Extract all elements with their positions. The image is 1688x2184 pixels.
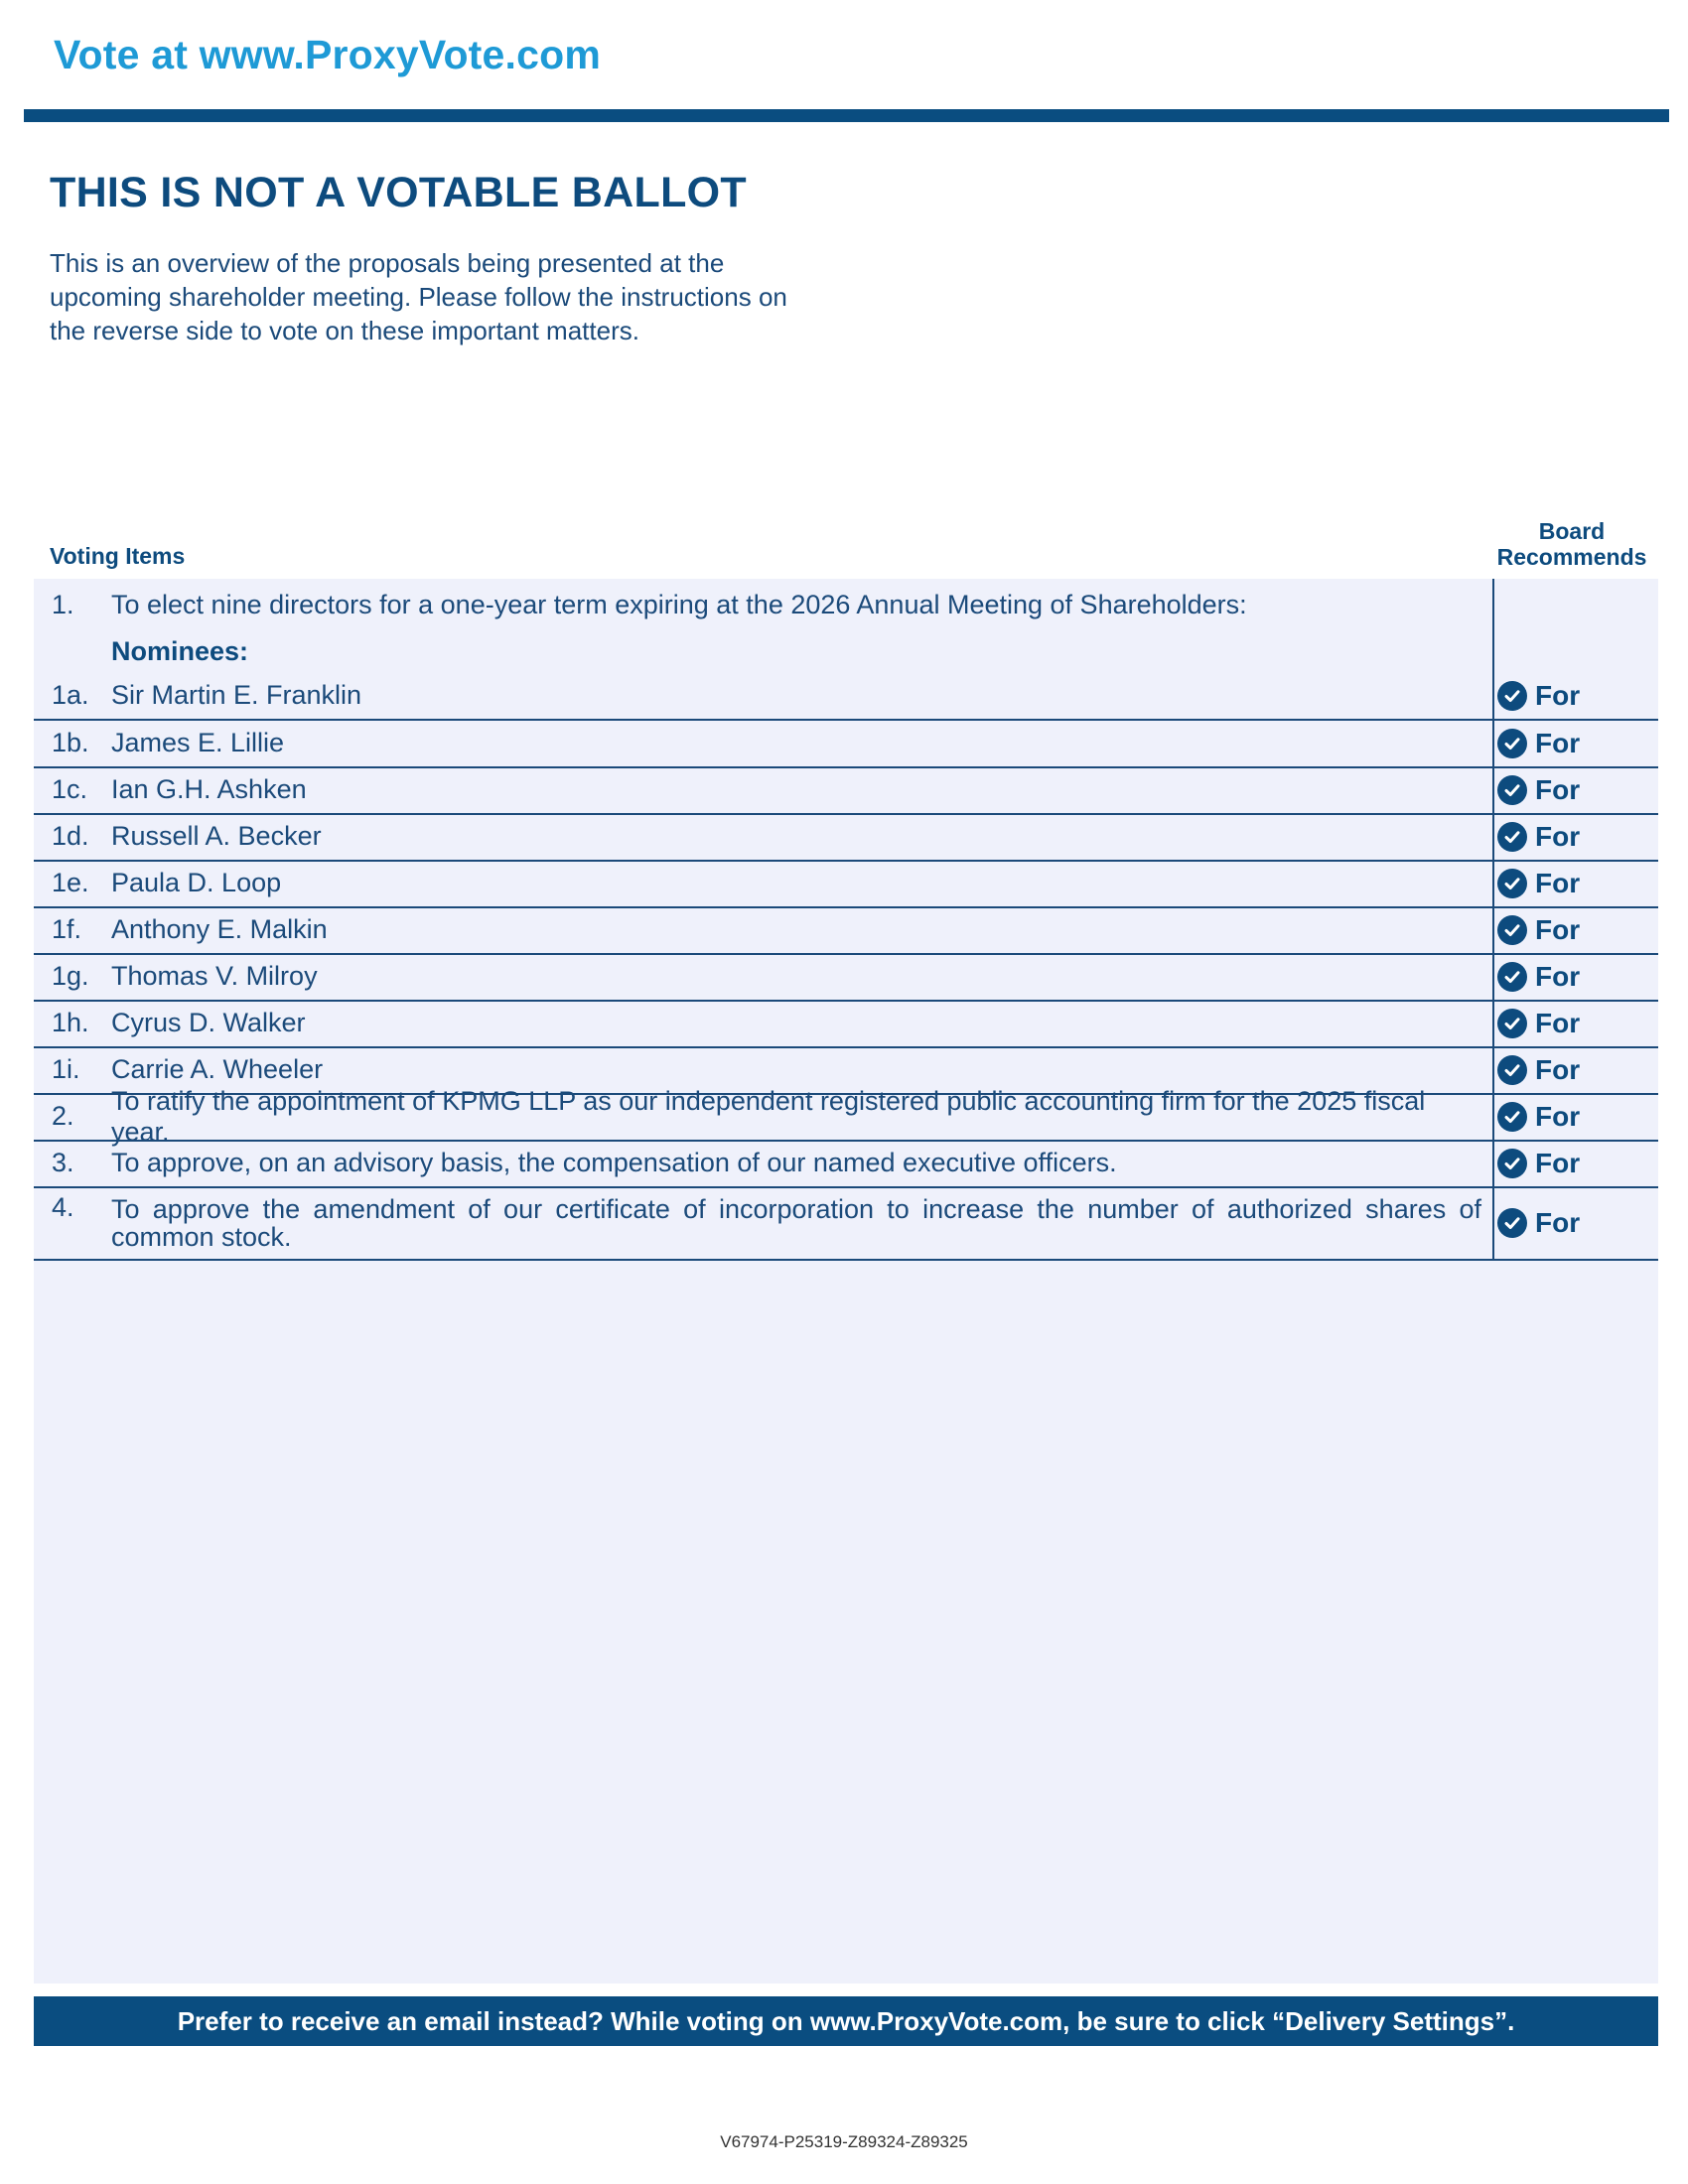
recommendation-label: For	[1535, 960, 1581, 992]
item-text: Cyrus D. Walker	[111, 1008, 306, 1037]
item-text: To approve, on an advisory basis, the compensation of our named executive officers.	[111, 1148, 1117, 1177]
item-number: 1b.	[52, 728, 89, 757]
voting-item-row	[34, 720, 1658, 768]
check-circle-icon	[1497, 681, 1527, 711]
check-circle-icon	[1497, 1055, 1527, 1085]
item-number: 2.	[52, 1101, 74, 1131]
item-number: 1g.	[52, 961, 89, 991]
item-number: 3.	[52, 1148, 74, 1177]
check-circle-icon	[1497, 729, 1527, 758]
board-recommendation	[1497, 766, 1580, 813]
nominees-row	[34, 631, 1658, 671]
item-number: 1i.	[52, 1054, 80, 1084]
page-title: THIS IS NOT A VOTABLE BALLOT	[50, 169, 747, 216]
item-text: Russell A. Becker	[111, 821, 322, 851]
intro-line: upcoming shareholder meeting. Please follow the instructions on	[50, 282, 787, 312]
check-circle-icon	[1497, 962, 1527, 992]
board-recommendation	[1497, 1140, 1580, 1186]
item-number: 1c.	[52, 774, 88, 804]
voting-item-row	[34, 813, 1658, 862]
intro-text	[50, 246, 884, 347]
board-recommendation	[1497, 813, 1580, 860]
item-number: 1h.	[52, 1008, 89, 1037]
check-circle-icon	[1497, 1149, 1527, 1178]
voting-item-row	[34, 1085, 1658, 1147]
item-text: Thomas V. Milroy	[111, 961, 318, 991]
recommendation-label: For	[1535, 1147, 1581, 1178]
item-text: To elect nine directors for a one-year term expiring at the 2026 Annual Meeting of Shareholders:	[111, 589, 1247, 619]
item-text: To approve the amendment of our certificate of incorporation to increase the number of authorized shares of common stock.	[111, 1193, 1481, 1252]
board-recommendation	[1497, 1046, 1580, 1093]
recommendation-label: For	[1535, 1053, 1581, 1085]
board-recommendation	[1497, 720, 1580, 766]
item-number: 1.	[52, 589, 74, 619]
header-divider	[24, 109, 1669, 122]
voting-item-row	[34, 860, 1658, 908]
board-recommendation	[1497, 672, 1580, 719]
footer-banner-text: Prefer to receive an email instead? While voting on www.ProxyVote.com, be sure to click “Delivery Settings”.	[177, 2005, 1515, 2036]
voting-item-row	[34, 1140, 1658, 1188]
recommendation-label: For	[1535, 820, 1581, 852]
nominees-label: Nominees:	[111, 635, 249, 666]
recommendation-label: For	[1535, 679, 1581, 711]
voting-item-row	[34, 953, 1658, 1002]
board-recommends-line1: Board	[1538, 518, 1606, 544]
board-recommends-line2: Recommends	[1496, 544, 1647, 570]
voting-item-row	[34, 766, 1658, 815]
item-number: 1f.	[52, 914, 82, 944]
check-circle-icon	[1497, 1009, 1527, 1038]
item-text: Paula D. Loop	[111, 868, 282, 897]
check-circle-icon	[1497, 869, 1527, 898]
board-recommends-header	[1487, 518, 1656, 570]
check-circle-icon	[1497, 915, 1527, 945]
board-recommendation	[1497, 1186, 1580, 1259]
voting-items-header: Voting Items	[50, 543, 186, 569]
item-text: Carrie A. Wheeler	[111, 1054, 324, 1084]
item-text: James E. Lillie	[111, 728, 285, 757]
item-number: 1d.	[52, 821, 89, 851]
recommendation-label: For	[1535, 1206, 1581, 1238]
voting-item-row	[34, 1000, 1658, 1048]
proposal-row	[34, 585, 1658, 624]
item-text: Anthony E. Malkin	[111, 914, 328, 944]
recommendation-label: For	[1535, 1007, 1581, 1038]
board-recommendation	[1497, 860, 1580, 906]
voting-item-row	[34, 906, 1658, 955]
recommendation-label: For	[1535, 1100, 1581, 1132]
check-circle-icon	[1497, 822, 1527, 852]
recommendation-label: For	[1535, 773, 1581, 805]
intro-line: This is an overview of the proposals being presented at the	[50, 248, 725, 278]
item-number: 1a.	[52, 680, 89, 710]
board-recommendation	[1497, 1093, 1580, 1140]
item-text: Sir Martin E. Franklin	[111, 680, 362, 710]
recommendation-label: For	[1535, 867, 1581, 898]
voting-item-row	[34, 672, 1658, 721]
item-number: 1e.	[52, 868, 89, 897]
item-text: Ian G.H. Ashken	[111, 774, 307, 804]
intro-line: the reverse side to vote on these important matters.	[50, 316, 639, 345]
check-circle-icon	[1497, 1102, 1527, 1132]
check-circle-icon	[1497, 775, 1527, 805]
board-recommendation	[1497, 1000, 1580, 1046]
check-circle-icon	[1497, 1208, 1527, 1238]
item-text: To ratify the appointment of KPMG LLP as our independent registered public accounting firm for the 2025 fiscal year.	[111, 1085, 1426, 1147]
recommendation-label: For	[1535, 727, 1581, 758]
board-recommendation	[1497, 906, 1580, 953]
voting-item-row	[34, 1186, 1658, 1261]
document-id: V67974-P25319-Z89324-Z89325	[720, 2132, 968, 2151]
item-number: 4.	[52, 1192, 74, 1222]
footer-banner	[34, 1996, 1658, 2046]
board-recommendation	[1497, 953, 1580, 1000]
recommendation-label: For	[1535, 913, 1581, 945]
vote-link[interactable]: Vote at www.ProxyVote.com	[54, 32, 602, 77]
